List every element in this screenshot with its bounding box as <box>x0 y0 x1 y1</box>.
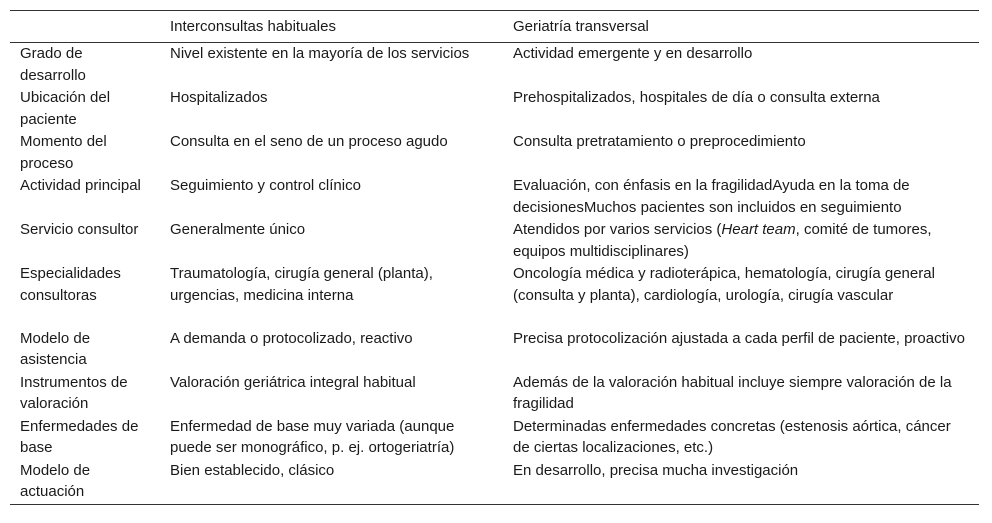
row-label: Modelo de actuación <box>10 460 160 505</box>
cell-text-post: , comité de tumores, equipos multidisciplinares) <box>513 221 932 260</box>
row-label: Grado de desarrollo <box>10 43 160 88</box>
cell-transversal: Determinadas enfermedades concretas (estenosis aórtica, cáncer de ciertas localizaciones, etc.) <box>503 416 979 460</box>
row-label: Servicio consultor <box>10 219 160 263</box>
header-cell-empty <box>10 11 160 43</box>
cell-text-italic: Heart team <box>721 221 796 238</box>
cell-transversal: Oncología médica y radioterápica, hematología, cirugía general (consulta y planta), cardiología, urología, cirugía vascular <box>503 263 979 328</box>
cell-transversal: Actividad emergente y en desarrollo <box>503 43 979 88</box>
row-label: Ubicación del paciente <box>10 87 160 131</box>
cell-text-pre: Atendidos por varios servicios ( <box>513 221 722 238</box>
cell-transversal: Evaluación, con énfasis en la fragilidadAyuda en la toma de decisionesMuchos pacientes son incluidos en seguimiento <box>503 175 979 219</box>
cell-habituales: Valoración geriátrica integral habitual <box>160 372 503 416</box>
cell-habituales: Hospitalizados <box>160 87 503 131</box>
table-row <box>10 416 979 460</box>
row-label: Momento del proceso <box>10 131 160 175</box>
cell-habituales: Bien establecido, clásico <box>160 460 503 505</box>
cell-transversal <box>503 219 979 263</box>
table-row <box>10 87 979 131</box>
cell-transversal: Prehospitalizados, hospitales de día o consulta externa <box>503 87 979 131</box>
header-cell-habituales: Interconsultas habituales <box>160 11 503 43</box>
table-body <box>10 43 979 505</box>
row-label: Modelo de asistencia <box>10 328 160 372</box>
row-label: Enfermedades de base <box>10 416 160 460</box>
cell-transversal: Precisa protocolización ajustada a cada perfil de paciente, proactivo <box>503 328 979 372</box>
cell-habituales: Consulta en el seno de un proceso agudo <box>160 131 503 175</box>
cell-habituales: Nivel existente en la mayoría de los servicios <box>160 43 503 88</box>
row-label: Actividad principal <box>10 175 160 219</box>
table-row <box>10 328 979 372</box>
row-label: Instrumentos de valoración <box>10 372 160 416</box>
cell-transversal: Consulta pretratamiento o preprocedimiento <box>503 131 979 175</box>
table-row <box>10 219 979 263</box>
header-row <box>10 11 979 43</box>
table-header <box>10 11 979 43</box>
header-cell-transversal: Geriatría transversal <box>503 11 979 43</box>
table-row <box>10 460 979 505</box>
cell-habituales: Enfermedad de base muy variada (aunque puede ser monográfico, p. ej. ortogeriatría) <box>160 416 503 460</box>
comparison-table <box>10 10 979 505</box>
cell-habituales: A demanda o protocolizado, reactivo <box>160 328 503 372</box>
row-label: Especialidades consultoras <box>10 263 160 328</box>
cell-habituales: Traumatología, cirugía general (planta), urgencias, medicina interna <box>160 263 503 328</box>
table-row <box>10 175 979 219</box>
cell-transversal: Además de la valoración habitual incluye siempre valoración de la fragilidad <box>503 372 979 416</box>
table-row <box>10 263 979 328</box>
table-row <box>10 131 979 175</box>
cell-transversal: En desarrollo, precisa mucha investigación <box>503 460 979 505</box>
table-row <box>10 372 979 416</box>
table-row <box>10 43 979 88</box>
cell-habituales: Generalmente único <box>160 219 503 263</box>
cell-habituales: Seguimiento y control clínico <box>160 175 503 219</box>
